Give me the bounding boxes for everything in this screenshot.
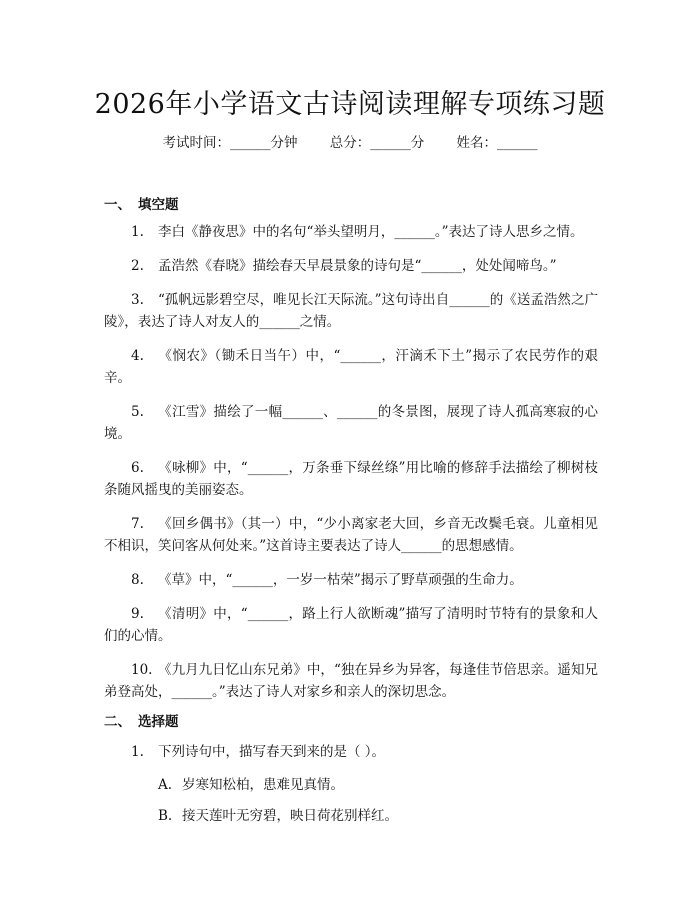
fill-blank-question xyxy=(104,289,598,333)
section-number: 一、 xyxy=(104,197,131,213)
question-text: 《草》中，“______，一岁一枯荣”揭示了野草顽强的生命力。 xyxy=(158,572,523,588)
fill-blank-question xyxy=(104,401,598,445)
option-letter: B. xyxy=(158,808,173,824)
fill-blank-question xyxy=(104,255,598,277)
question-number: 5. xyxy=(131,404,144,420)
multiple-choice-question xyxy=(131,740,385,760)
exam-time-field: 考试时间：______分钟 xyxy=(162,135,298,151)
option-text: 岁寒知松柏，患难见真情。 xyxy=(182,777,344,793)
question-text: 《清明》中，“______，路上行人欲断魂”描写了清明时节特有的景象和人们的心情。 xyxy=(104,606,598,644)
section-heading-fill-blank xyxy=(104,193,179,213)
fill-blank-question xyxy=(104,513,598,557)
section-label: 填空题 xyxy=(138,197,179,213)
section-label: 选择题 xyxy=(138,714,179,730)
question-text: 《咏柳》中，“______，万条垂下绿丝绦”用比喻的修辞手法描绘了柳树枝条随风摇曳的美丽姿态。 xyxy=(104,460,598,498)
question-text: 李白《静夜思》中的名句“举头望明月，______。”表达了诗人思乡之情。 xyxy=(158,224,584,240)
option-letter: A. xyxy=(158,777,173,793)
question-text: 《回乡偶书》（其一）中，“少小离家老大回，乡音无改鬓毛衰。儿童相见不相识，笑问客从何处来。”这首诗主要表达了诗人______的思想感情。 xyxy=(104,516,598,554)
question-number: 9. xyxy=(131,606,144,622)
total-score-field: 总分：______分 xyxy=(329,135,425,151)
question-number: 3. xyxy=(131,292,144,308)
question-number: 1. xyxy=(131,744,144,760)
section-heading-multiple-choice xyxy=(104,710,179,730)
fill-blank-question xyxy=(104,457,598,501)
fill-blank-question xyxy=(104,603,598,647)
fill-blank-question xyxy=(104,659,598,703)
exam-info-line xyxy=(0,131,700,151)
page-title: 2026年小学语文古诗阅读理解专项练习题 xyxy=(94,89,606,120)
question-text: 《九月九日忆山东兄弟》中，“独在异乡为异客，每逢佳节倍思亲。遥知兄弟登高处，______。”表达了诗人对家乡和亲人的深切思念。 xyxy=(104,662,598,700)
question-number: 1. xyxy=(131,224,144,240)
section-number: 二、 xyxy=(104,714,131,730)
question-text: 《悯农》（锄禾日当午）中，“______，汗滴禾下土”揭示了农民劳作的艰辛。 xyxy=(104,348,598,386)
question-number: 7. xyxy=(131,516,144,532)
fill-blank-question xyxy=(104,221,598,243)
question-number: 6. xyxy=(131,460,144,476)
fill-blank-question xyxy=(104,345,598,389)
question-text: “孤帆远影碧空尽，唯见长江天际流。”这句诗出自______的《送孟浩然之广陵》，表达了诗人对友人的______之情。 xyxy=(104,292,598,330)
student-name-field: 姓名：______ xyxy=(456,135,538,151)
fill-blank-question-list xyxy=(104,221,598,715)
question-text: 下列诗句中，描写春天到来的是（ ）。 xyxy=(158,744,386,760)
question-number: 2. xyxy=(131,258,144,274)
option-text: 接天莲叶无穷碧，映日荷花别样红。 xyxy=(182,808,398,824)
question-number: 8. xyxy=(131,572,144,588)
question-number: 10. xyxy=(131,662,153,678)
answer-option-b xyxy=(158,804,398,824)
fill-blank-question xyxy=(104,569,598,591)
question-text: 孟浩然《春晓》描绘春天早晨景象的诗句是“______，处处闻啼鸟。” xyxy=(158,258,557,274)
answer-option-a xyxy=(158,773,344,793)
question-number: 4. xyxy=(131,348,144,364)
question-text: 《江雪》描绘了一幅______、______的冬景图，展现了诗人孤高寒寂的心境。 xyxy=(104,404,598,442)
